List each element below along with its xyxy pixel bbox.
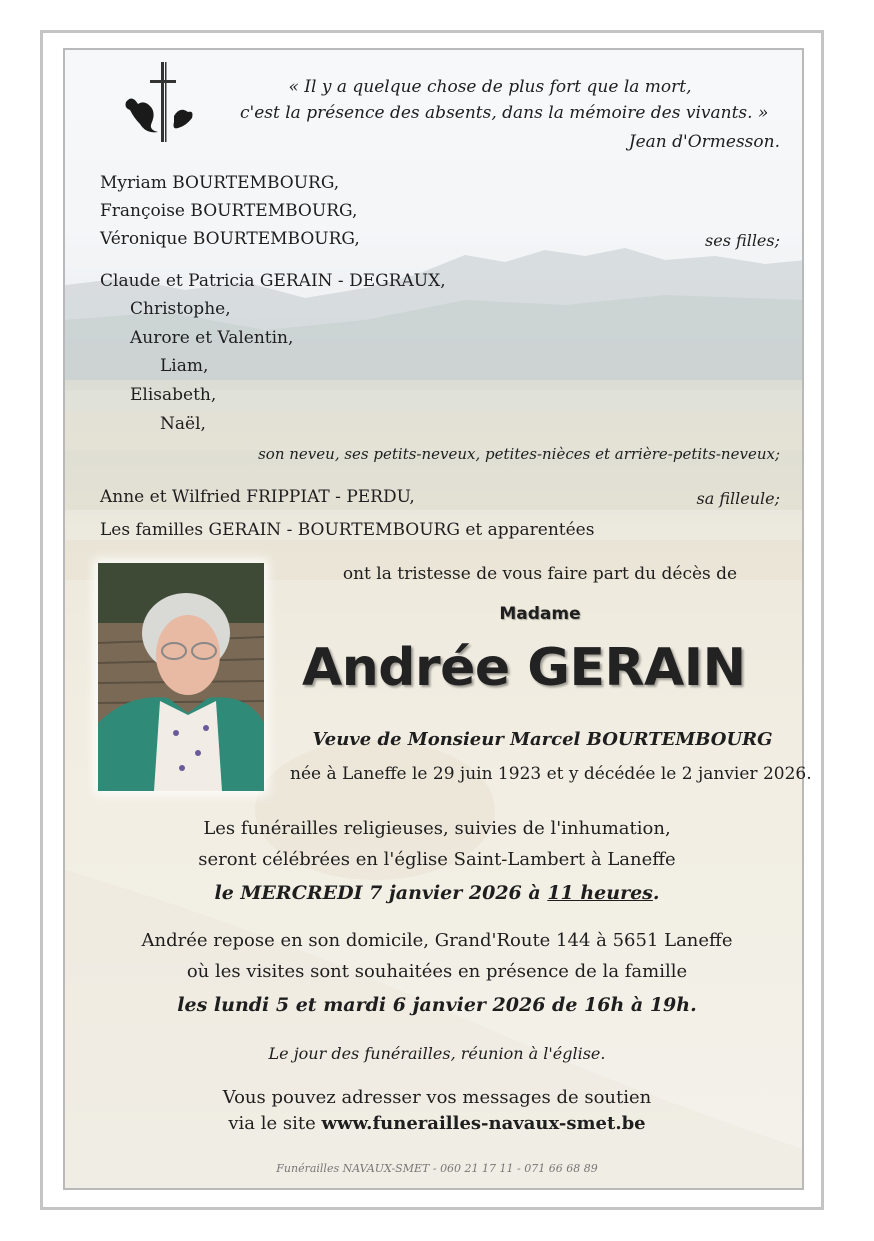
announcement-intro: ont la tristesse de vous faire part du décès de — [342, 564, 738, 584]
website-link[interactable]: www.funerailles-navaux-smet.be — [321, 1113, 646, 1134]
funeral-line-1: Les funérailles religieuses, suivies de l'inhumation, — [203, 818, 671, 839]
goddaughter: Anne et Wilfried FRIPPIAT - PERDU, — [100, 487, 415, 507]
messages-prefix: via le site — [228, 1113, 322, 1134]
grandnephew-4: Elisabeth, — [130, 385, 217, 405]
nephew-relation: son neveu, ses petits-neveux, petites-nièces et arrière-petits-neveux; — [258, 445, 780, 463]
title-madame: Madame — [499, 604, 581, 624]
quote-line-2: c'est la présence des absents, dans la mémoire des vivants. » — [240, 103, 769, 123]
grandnephew-2: Aurore et Valentin, — [130, 328, 294, 348]
daughter-2: Françoise BOURTEMBOURG, — [100, 201, 358, 221]
funeral-time: 11 heures — [547, 882, 653, 904]
quote-author: Jean d'Ormesson. — [628, 132, 780, 152]
grandnephew-5: Naël, — [160, 414, 206, 434]
birth-death-dates: née à Laneffe le 29 juin 1923 et y décédée le 2 janvier 2026. — [290, 764, 812, 784]
footer-credits: Funérailles NAVAUX-SMET - 060 21 17 11 - 071 66 68 89 — [276, 1162, 598, 1175]
funeral-date-suffix: . — [652, 882, 660, 904]
grandnephew-1: Christophe, — [130, 299, 231, 319]
daughter-1: Myriam BOURTEMBOURG, — [100, 173, 340, 193]
nephew: Claude et Patricia GERAIN - DEGRAUX, — [100, 271, 446, 291]
daughter-3: Véronique BOURTEMBOURG, — [100, 229, 360, 249]
meeting-note: Le jour des funérailles, réunion à l'église. — [268, 1044, 606, 1063]
deceased-name: Andrée GERAIN — [302, 638, 746, 698]
messages-line-1: Vous pouvez adresser vos messages de soutien — [222, 1087, 652, 1108]
families-line: Les familles GERAIN - BOURTEMBOURG et apparentées — [100, 520, 595, 540]
quote-line-1: « Il y a quelque chose de plus fort que la mort, — [288, 77, 692, 97]
visits-line-2: où les visites sont souhaitées en présence de la famille — [186, 961, 688, 982]
cross-doves-icon — [122, 60, 196, 144]
funeral-date-prefix: le MERCREDI 7 janvier 2026 à — [214, 882, 548, 904]
portrait-photo — [98, 563, 264, 791]
funeral-line-2: seront célébrées en l'église Saint-Lambert à Laneffe — [198, 849, 676, 870]
messages-line-2 — [100, 1113, 774, 1134]
visits-line-1: Andrée repose en son domicile, Grand'Route 144 à 5651 Laneffe — [141, 930, 733, 951]
daughters-relation: ses filles; — [705, 231, 780, 250]
funeral-date — [100, 882, 774, 904]
grandnephew-3: Liam, — [160, 356, 209, 376]
visits-dates: les lundi 5 et mardi 6 janvier 2026 de 16h à 19h. — [177, 994, 697, 1016]
widow-line: Veuve de Monsieur Marcel BOURTEMBOURG — [312, 729, 773, 750]
goddaughter-relation: sa filleule; — [696, 489, 780, 508]
